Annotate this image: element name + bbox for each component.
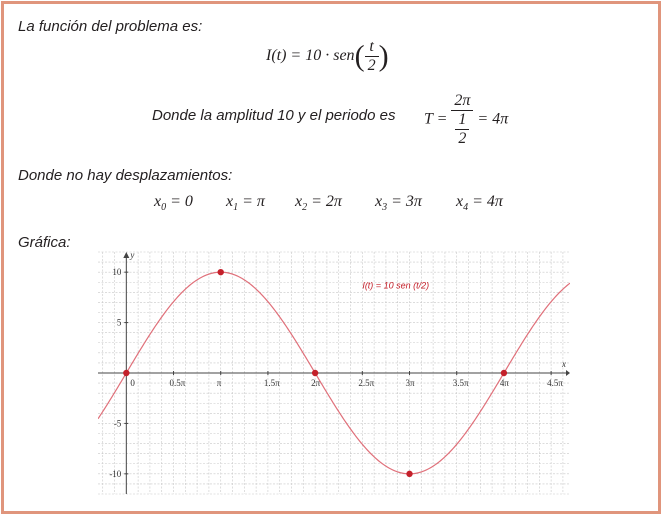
key-point xyxy=(501,370,507,376)
function-annotation: I(t) = 10 sen (t/2) xyxy=(362,280,430,291)
point-x4: $x_4 = 4\pi$ xyxy=(456,193,503,213)
y-tick-label: -10 xyxy=(109,468,122,479)
function-formula: I(t) = 10 · sen( $\frac{t}{2}$ ) xyxy=(266,38,389,74)
x-tick-label: 0 xyxy=(130,378,135,388)
point-x0: $x_0 = 0$ xyxy=(154,193,193,213)
graph-label: Gráfica: xyxy=(18,234,71,251)
x-tick-label: 4.5π xyxy=(547,378,563,388)
key-point xyxy=(123,370,129,376)
sine-graph xyxy=(98,248,570,498)
period-numerator: 2π xyxy=(451,92,473,111)
point-x2: $x_2 = 2\pi$ xyxy=(295,193,342,213)
no-shift-text: Donde no hay desplazamientos: xyxy=(18,167,233,184)
key-point xyxy=(218,269,224,275)
function-fraction-denominator: 2 xyxy=(367,57,376,74)
x-axis-arrow xyxy=(566,370,570,376)
x-tick-label: 3π xyxy=(405,378,415,388)
period-rhs: = 4π xyxy=(477,110,509,128)
period-lhs: T = xyxy=(424,110,448,128)
function-lhs: I(t) = 10 · sen xyxy=(266,47,355,65)
exercise-card xyxy=(1,1,661,514)
intro-text: La función del problema es: xyxy=(18,18,203,35)
x-tick-label: 3.5π xyxy=(452,378,469,388)
key-point xyxy=(406,471,412,477)
x-tick-label: π xyxy=(216,378,222,388)
y-tick-label: 10 xyxy=(112,267,122,278)
point-x3: $x_3 = 3\pi$ xyxy=(375,193,422,213)
point-x1: $x_1 = \pi$ xyxy=(226,193,265,213)
x-tick-label: 4π xyxy=(499,378,509,388)
x-tick-label: 0.5π xyxy=(169,378,186,388)
function-fraction-numerator: t xyxy=(365,38,379,57)
key-point xyxy=(312,370,318,376)
y-axis-arrow xyxy=(123,252,129,258)
x-tick-label: 2.5π xyxy=(358,378,375,388)
x-tick-label: 2π xyxy=(311,378,321,388)
amplitude-text: Donde la amplitud 10 y el periodo es xyxy=(152,107,396,124)
y-tick-label: -5 xyxy=(113,418,122,429)
x-axis-label: x xyxy=(562,359,566,369)
y-axis-label: y xyxy=(130,250,135,260)
x-tick-label: 1.5π xyxy=(263,378,280,388)
period-formula xyxy=(424,92,508,148)
y-tick-label: 5 xyxy=(116,317,122,328)
period-den-denominator: 2 xyxy=(458,130,467,147)
period-den-numerator: 1 xyxy=(455,111,469,130)
